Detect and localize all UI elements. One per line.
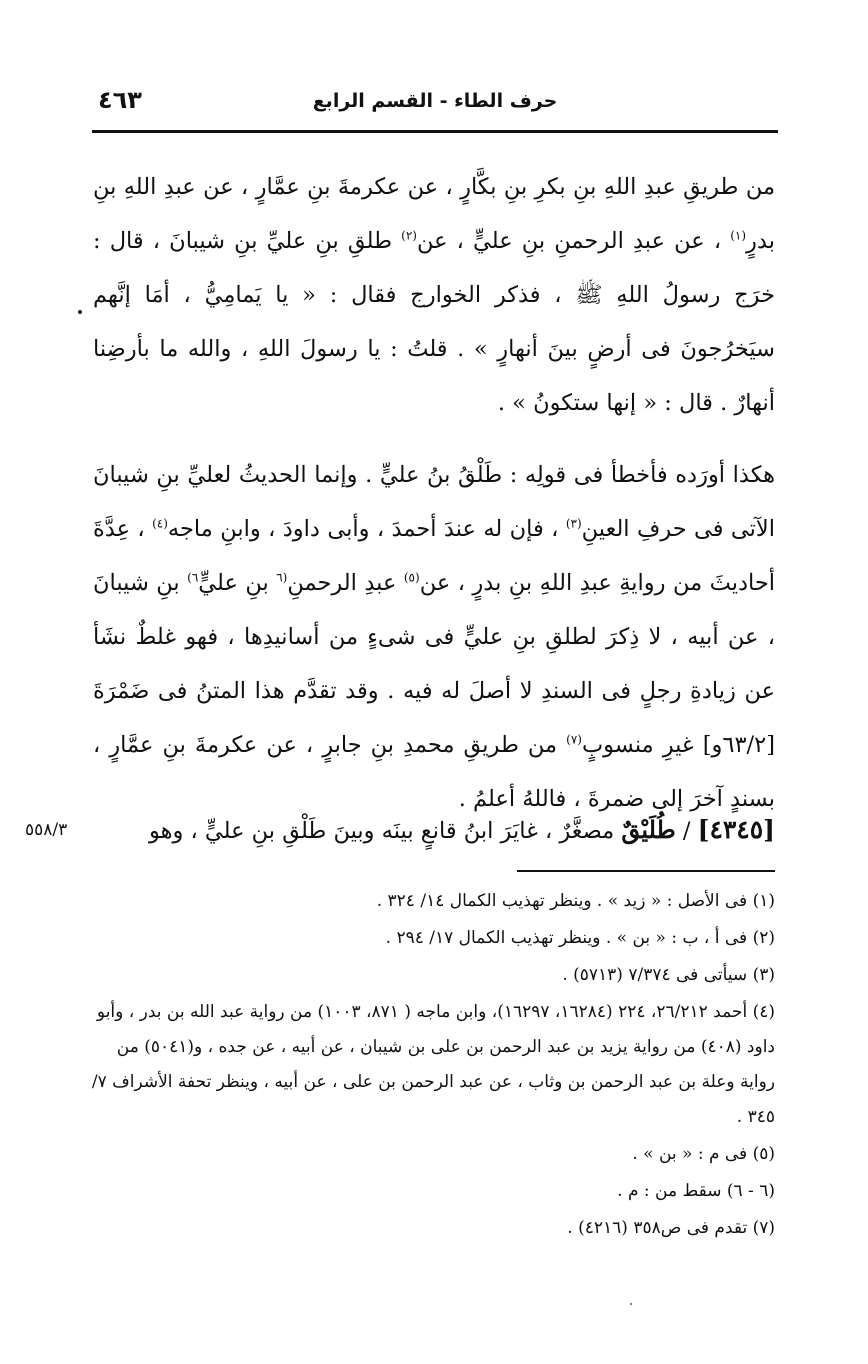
footnote-marker: (٢) xyxy=(401,228,417,243)
page-number: ٤٦٣ xyxy=(98,86,142,114)
text-segment: عبدِ الرحمنِ xyxy=(287,570,404,596)
running-title: حرف الطاء - القسم الرابع xyxy=(312,90,558,112)
text-segment: هكذا أورَده فأخطأ فى قولِه : طَلْقُ بنُ عليٍّ . وإنما الحديثُ لعليِّ بنِ شيبانَ الآتى فى حرفِ العينِ xyxy=(93,462,776,542)
footnote: (٣) سيأتى فى ٧/٣٧٤ (٥٧١٣) . xyxy=(562,965,775,985)
footnote: (٥) فى م : « بن » . xyxy=(632,1144,775,1164)
footnote: (١) فى الأصل : « زيد » . وينظر تهذيب الكمال ١٤/ ٣٢٤ . xyxy=(376,891,775,911)
scan-speck xyxy=(630,1303,632,1305)
entry-name: طُلَيْقٌ xyxy=(621,815,676,844)
footnote-marker: (٥) xyxy=(403,570,420,585)
footnote-divider xyxy=(517,870,775,872)
footnote: (٢) فى أ ، ب : « بن » . وينظر تهذيب الكمال ١٧/ ٢٩٤ . xyxy=(385,928,775,948)
entry-separator: / xyxy=(675,818,698,844)
footnote-marker: (٣) xyxy=(565,516,582,531)
footnote-marker: (٤) xyxy=(152,516,168,531)
entry-line xyxy=(25,808,775,853)
text-segment: ، عن عبدِ الرحمنِ بنِ عليٍّ ، عن xyxy=(416,228,731,254)
running-header xyxy=(92,78,778,133)
text-segment: بنِ عليٍّ xyxy=(198,570,277,596)
main-text xyxy=(93,160,775,826)
text-segment: طلقِ بنِ عليِّ بنِ شيبانَ ، قال : خرَج رسولُ اللهِ ﷺ ، فذكر الخوارج فقال : « يا يَمامِيُّ ، أمَا إنَّهم سيَخرُجونَ فى أرضٍ بينَ أنهارٍ » . قلتُ : يا رسولَ اللهِ ، والله ما بأرضِنا أنهارٌ . قال : « إنها ستكونُ » . xyxy=(93,228,775,416)
footnote: (٧) تقدم فى ص٣٥٨ (٤٢١٦) . xyxy=(567,1218,775,1238)
footnote-marker: (٧) xyxy=(566,732,582,747)
text-segment: من طريقِ محمدِ بنِ جابرٍ ، عن عكرمةَ بنِ عمَّارٍ ، بسندٍ آخرَ إلى ضمرةَ ، فاللهُ أعلمُ . xyxy=(93,732,775,812)
footnote-marker: ٦) xyxy=(187,570,199,585)
text-segment: ، عِدَّةَ أحاديثَ من روايةِ عبدِ اللهِ بنِ بدرٍ ، عن xyxy=(93,516,775,596)
text-segment: ، فإن له عندَ أحمدَ ، وأبى داودَ ، وابنِ ماجه xyxy=(167,516,566,542)
hadith-paragraph xyxy=(93,160,775,430)
volume-page-ref: ٥٥٨/٣ xyxy=(25,820,68,840)
footnote-marker: (٦ xyxy=(276,570,288,585)
commentary-paragraph xyxy=(93,448,775,826)
footnote-marker: (١) xyxy=(730,228,747,243)
entry-text: مصغَّرٌ ، غايَرَ ابنُ قانعٍ بينَه وبينَ طَلْقِ بنِ عليٍّ ، وهو xyxy=(148,818,622,844)
footnotes xyxy=(85,884,775,1248)
entry-number: [٤٣٤٥] xyxy=(697,815,775,844)
footnote: (٦ - ٦) سقط من : م . xyxy=(617,1181,775,1201)
text-segment: بنِ شيبانَ ، عن أبيه ، لا ذِكرَ لطلقِ بنِ عليٍّ فى شىءٍ من أسانيدِها ، فهو غلطٌ نشَأ عن زيادةِ رجلٍ فى السندِ لا أصلَ له فيه . وقد تقدَّم هذا المتنُ فى ضَمْرَةَ [٦٣/٢و] غيرِ منسوبٍ xyxy=(93,570,776,758)
footnote: (٤) أحمد ٢٦/٢١٢، ٢٢٤ (١٦٢٨٤، ١٦٢٩٧)، وابن ماجه ( ٨٧١، ١٠٠٣) من رواية عبد الله بن بدر ، وأبو داود (٤٠٨) من رواية يزيد بن عبد الرحمن بن على بن شيبان ، عن أبيه ، عن جده ، و(٥٠٤١) من رواية وعلة بن عبد الرحمن بن وثاب ، عن عبد الرحمن بن على ، عن أبيه ، وينظر تحفة الأشراف ٧/ ٣٤٥ . xyxy=(91,1002,775,1127)
text-segment: من طريقِ عبدِ اللهِ بنِ بكرِ بنِ بكَّارٍ ، عن عكرمةَ بنِ عمَّارٍ ، عن عبدِ اللهِ بنِ بدرٍ xyxy=(93,174,775,254)
scan-speck xyxy=(78,310,82,314)
